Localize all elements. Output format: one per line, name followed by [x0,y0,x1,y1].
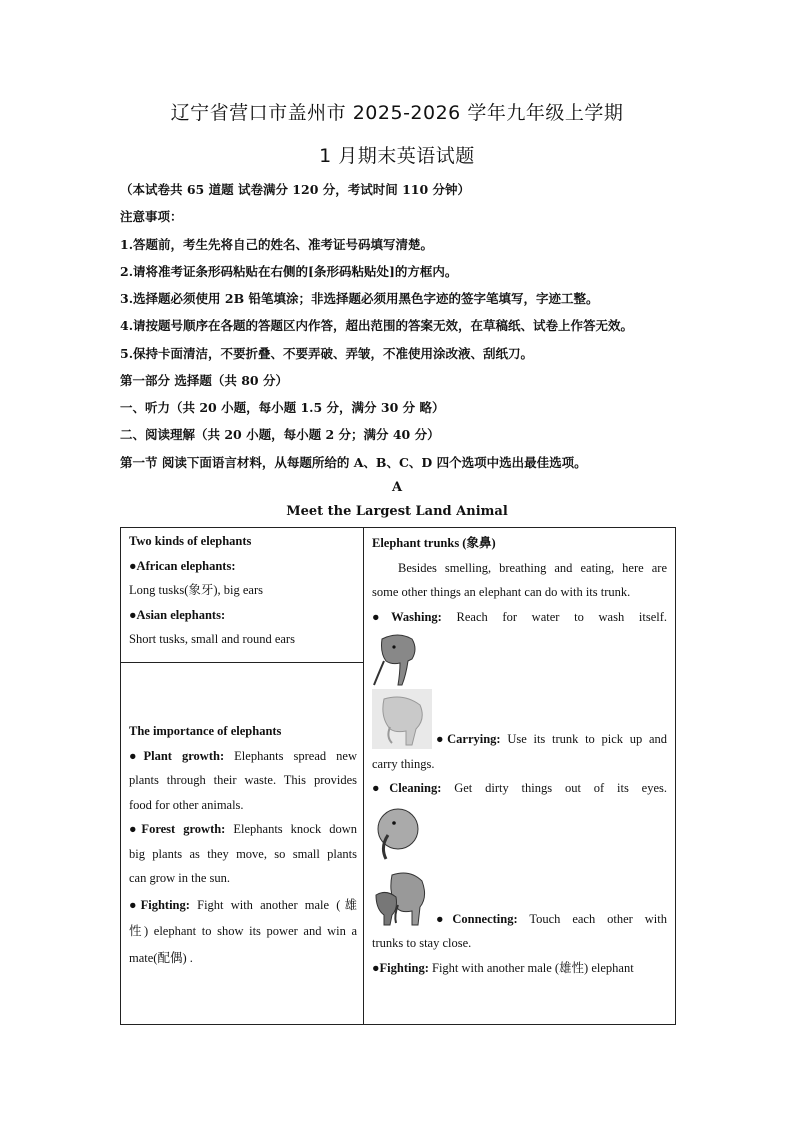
forest-text-1: Elephants knock down [225,822,357,836]
note-4: 4.请按题号顺序在各题的答题区内作答，超出范围的答案无效，在草稿纸、试卷上作答无效。 [120,318,634,333]
title-line-1: 辽宁省营口市盖州市 2025-2026 学年九年级上学期 [170,102,624,124]
section1-instruction: 第一节 阅读下面语言材料，从每题所给的 A、B、C、D 四个选项中选出最佳选项。 [120,455,587,470]
fight-text-1: Fight with another male (雄 [189,897,357,912]
carrying-text-1: Use its trunk to pick up and [500,732,667,746]
washing-image-row [372,629,667,689]
trunks-intro-1: Besides smelling, breathing and eating, here are [398,560,667,575]
note-3: 3.选择题必须使用 2B 铅笔填涂；非选择题必须用黑色字迹的签字笔填写，字迹工整。 [120,291,599,306]
plant-text-3: food for other animals. [129,797,244,812]
importance-heading: The importance of elephants [129,724,282,738]
african-desc: Long tusks(象牙), big ears [129,583,264,597]
note-1: 1.答题前，考生先将自己的姓名、准考证号码填写清楚。 [120,237,434,252]
part1-heading: 第一部分 选择题（共 80 分） [120,373,288,388]
elephant-cleaning-icon [374,805,428,865]
kinds-heading: Two kinds of elephants [129,534,252,548]
cleaning-text: Get dirty things out of its eyes. [441,781,668,795]
elephant-carrying-icon [372,689,432,749]
asian-desc: Short tusks, small and round ears [129,632,295,646]
carrying-image-row [372,689,667,751]
row-divider [121,662,363,663]
fight-label: ●Fighting: [129,897,190,912]
note-5: 5.保持卡面清洁，不要折叠、不要弄破、弄皱，不准使用涂改液、刮纸刀。 [120,346,534,361]
carrying-label: ●Carrying: [436,732,501,746]
trunks-heading: Elephant trunks (象鼻) [372,536,496,550]
exam-info: （本试卷共 65 道题 试卷满分 120 分，考试时间 110 分钟） [120,182,471,197]
note-2: 2.请将准考证条形码粘贴在右侧的[条形码粘贴处]的方框内。 [120,264,458,279]
cleaning-label: ●Cleaning: [372,781,442,795]
title-line-2: 1 月期末英语试题 [319,145,475,167]
cleaning-image-row [372,801,667,869]
african-label: ●African elephants: [129,558,236,573]
passage-letter: A [391,480,403,495]
importance-cell [129,719,357,970]
plant-label: ●Plant growth: [129,748,225,763]
reading-heading: 二、阅读理解（共 20 小题，每小题 2 分；满分 40 分） [120,427,440,442]
notes-heading: 注意事项： [120,209,183,224]
connecting-text-2: trunks to stay close. [372,936,472,950]
listening-heading: 一、听力（共 20 小题，每小题 1.5 分，满分 30 分 略） [120,400,445,415]
elephant-connecting-icon [372,869,430,927]
washing-label: ●Washing: [372,609,442,624]
connecting-image-row [372,869,667,931]
fighting-text: Fight with another male (雄性) elephant [428,960,634,975]
forest-text-3: can grow in the sun. [129,871,231,885]
carrying-text-2: carry things. [372,756,435,771]
forest-text-2: big plants as they move, so small plants [129,846,357,861]
elephant-washing-icon [372,631,424,689]
asian-label: ●Asian elephants: [129,607,226,622]
column-divider [363,528,364,1024]
passage-title: Meet the Largest Land Animal [286,504,508,519]
washing-text: Reach for water to wash itself. [441,609,667,624]
connecting-text-1: Touch each other with [517,911,668,926]
trunks-intro-2: some other things an elephant can do with its trunk. [372,585,631,599]
connecting-label: ●Connecting: [436,911,518,926]
fighting-label: ●Fighting: [372,960,429,975]
kinds-cell [129,529,357,652]
fight-text-3: mate(配偶) . [129,950,193,965]
forest-label: ●Forest growth: [129,822,226,836]
plant-text-2: plants through their waste. This provides [129,773,357,787]
passage-table [120,527,676,1025]
plant-text-1: Elephants spread new [224,748,357,763]
fight-text-2: 性) elephant to show its power and win a [129,924,357,938]
trunks-cell [372,531,667,980]
